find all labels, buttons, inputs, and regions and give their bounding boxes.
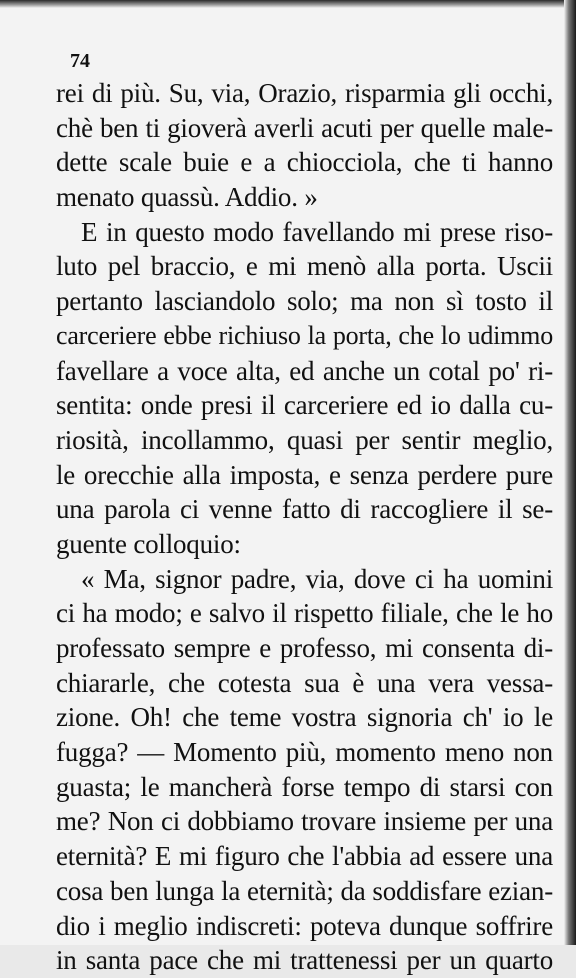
text-line: menato quassù. Addio. » [56,182,318,213]
text-line: sentita: onde presi il carceriere ed io dalla cu- [56,390,553,421]
text-line: carceriere ebbe richiuso la porta, che lo udimmo [56,320,553,350]
text-line: riosità, incollammo, quasi per sentir meglio, [56,424,553,455]
text-line: pertanto lasciandolo solo; ma non sì tosto il [56,286,553,317]
text-line: E in questo modo favellando mi prese riso- [81,216,553,247]
text-line: « Ma, signor padre, via, dove ci ha uomini [81,563,553,594]
text-line: ci ha modo; e salvo il rispetto filiale, che le ho [56,598,553,629]
text-line: luto pel braccio, e mi menò alla porta. Uscii [56,251,553,282]
text-line: eternità? E mi figuro che l'abbia ad essere una [56,841,553,872]
text-line: chè ben ti gioverà averli acuti per quelle male- [56,112,553,143]
text-line: zione. Oh! che teme vostra signoria ch' io le [56,702,553,733]
text-line: le orecchie alla imposta, e senza perdere pure [56,459,553,490]
text-line: cosa ben lunga la eternità; da soddisfare ezian- [56,875,553,906]
text-line: chiararle, che cotesta sua è una vera vessa- [56,667,553,698]
page-number: 74 [70,50,90,72]
text-line: favellare a voce alta, ed anche un cotal po' ri- [56,355,553,386]
text-line: in santa pace che mi trattenessi per un quarto [56,945,553,976]
page-binding-shadow [564,0,576,945]
text-line: dio i meglio indiscreti: poteva dunque soffrire [56,910,553,941]
text-line: dette scale buie e a chiocciola, che ti hanno [56,147,553,178]
text-line: guente colloquio: [56,528,241,559]
page-top-edge-shadow [0,0,576,8]
text-line: rei di più. Su, via, Orazio, risparmia gli occhi, [56,78,553,108]
text-line: me? Non ci dobbiamo trovare insieme per una [56,806,553,837]
body-text [56,76,553,978]
text-line: una parola ci venne fatto di raccogliere il se- [56,494,553,525]
text-line: fugga? — Momento più, momento meno non [56,737,553,768]
text-line: professato sempre e professo, mi consenta di- [56,633,553,663]
text-line: guasta; le mancherà forse tempo di starsi con [56,771,553,802]
